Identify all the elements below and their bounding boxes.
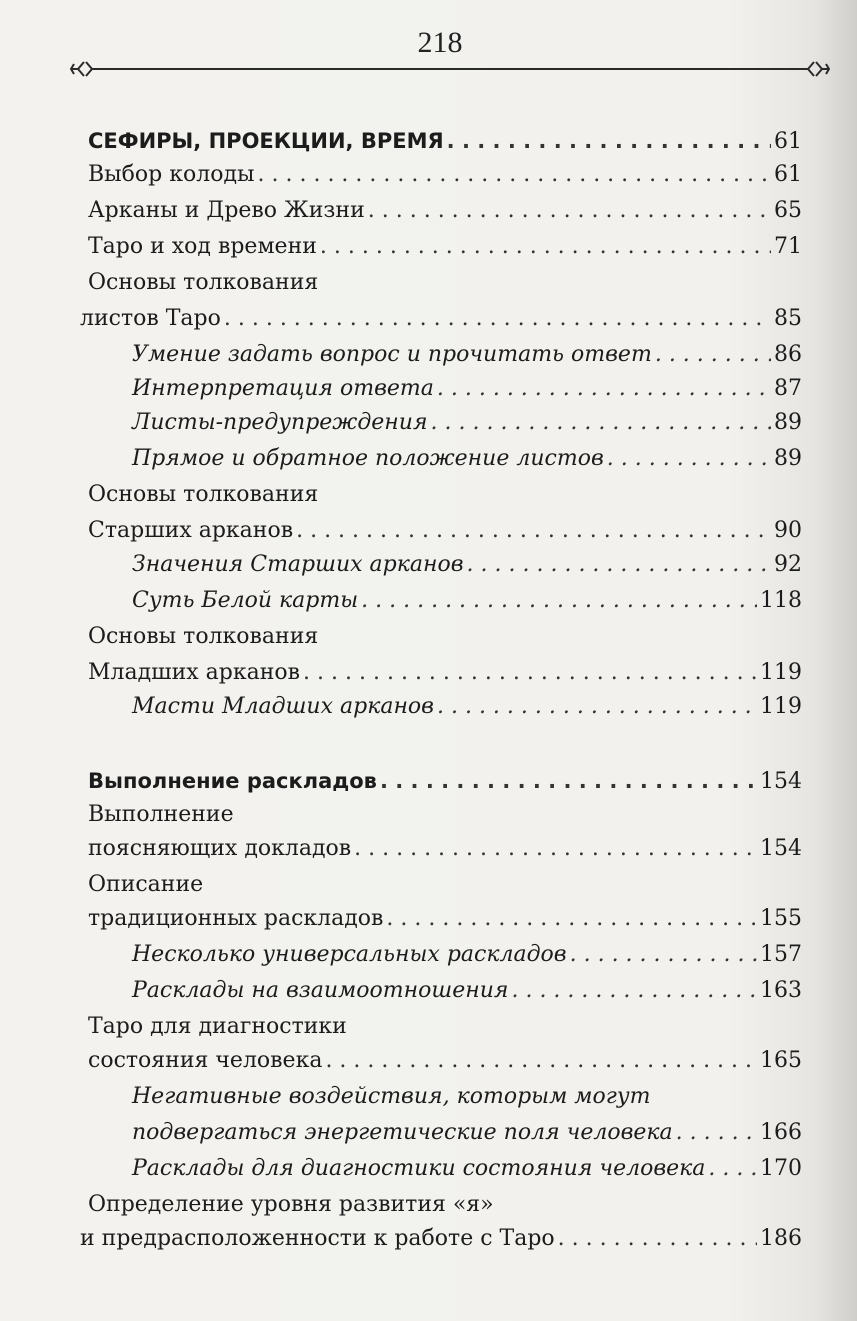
header-rule <box>108 68 792 70</box>
toc-subentry <box>132 444 802 474</box>
leader-dots <box>224 304 771 334</box>
leader-dots <box>361 586 757 616</box>
toc-entry-page: 163 <box>760 978 802 1003</box>
toc-entry-title: Расклады для диагностики состояния человека <box>132 1156 706 1181</box>
toc-entry-page: 87 <box>774 376 802 401</box>
toc-entry-title: листов Таро <box>80 306 221 331</box>
toc-entry <box>80 1224 802 1254</box>
toc-entry-title: Выбор колоды <box>88 162 255 187</box>
leader-dots <box>708 1154 757 1184</box>
toc-entry-page: 154 <box>760 836 802 861</box>
leader-dots <box>296 516 771 546</box>
toc-subentry-title-line1: Негативные воздействия, которым могут <box>132 1084 651 1109</box>
toc-entry <box>88 834 802 864</box>
toc-entry <box>88 516 802 546</box>
toc-entry-page: 71 <box>774 234 802 259</box>
toc-entry-title: Прямое и обратное положение листов <box>132 446 604 471</box>
toc-subentry <box>132 340 802 370</box>
toc-entry-title: Листы-предупреждения <box>132 410 428 435</box>
toc-entry-title: Таро и ход времени <box>88 234 317 259</box>
toc-entry-page: 61 <box>774 129 802 154</box>
leader-dots <box>303 658 757 688</box>
toc-entry-title: Старших арканов <box>88 518 294 543</box>
leader-dots <box>676 1118 757 1148</box>
toc-entry-page: 89 <box>774 410 802 435</box>
toc-entry-title: Несколько универсальных раскладов <box>132 942 567 967</box>
toc-entry-page: 157 <box>760 942 802 967</box>
toc-entry-title: СЕФИРЫ, ПРОЕКЦИИ, ВРЕМЯ <box>88 129 444 153</box>
toc-entry-title-line1: Выполнение <box>88 802 234 827</box>
leader-dots <box>325 1046 757 1076</box>
toc-entry <box>80 304 802 334</box>
toc-entry-title: Масти Младших арканов <box>132 694 434 719</box>
toc-entry-title-line1: Основы толкования <box>88 270 319 295</box>
toc-entry-title: Арканы и Древо Жизни <box>88 198 365 223</box>
toc-entry-page: 61 <box>774 162 802 187</box>
toc-entry <box>88 232 802 262</box>
toc-entry-page: 86 <box>774 342 802 367</box>
toc-entry-title: Умение задать вопрос и прочитать ответ <box>132 342 652 367</box>
leader-dots <box>431 408 771 438</box>
leader-dots <box>447 126 771 156</box>
toc-entry <box>88 658 802 688</box>
leader-dots <box>467 550 771 580</box>
toc-entry-title: традиционных раскладов <box>88 906 384 931</box>
scroll-ornament-left-icon <box>70 56 108 82</box>
leader-dots <box>368 196 771 226</box>
toc-entry-page: 65 <box>774 198 802 223</box>
toc-entry-title: и предрасположенности к работе с Таро <box>80 1226 555 1251</box>
toc-subentry <box>132 550 802 580</box>
toc-entry-title: Расклады на взаимоотношения <box>132 978 509 1003</box>
leader-dots <box>558 1224 757 1254</box>
leader-dots <box>437 692 757 722</box>
toc-subentry <box>132 976 802 1006</box>
toc-subentry <box>132 586 802 616</box>
toc-subentry <box>132 692 802 722</box>
toc-entry <box>88 196 802 226</box>
toc-entry-page: 186 <box>760 1226 802 1251</box>
toc-entry-title-line1: Определение уровня развития «я» <box>88 1192 494 1217</box>
toc-entry <box>88 904 802 934</box>
toc-entry <box>88 126 802 157</box>
toc-entry <box>88 1046 802 1076</box>
toc-entry-page: 118 <box>760 588 802 613</box>
toc-entry-title-line1: Основы толкования <box>88 624 319 649</box>
toc-subentry <box>132 940 802 970</box>
leader-dots <box>437 374 771 404</box>
toc-entry-title-line1: Таро для диагностики <box>88 1014 347 1039</box>
toc-entry-page: 166 <box>760 1120 802 1145</box>
leader-dots <box>354 834 757 864</box>
page-number: 218 <box>417 26 463 59</box>
toc-entry-title: Суть Белой карты <box>132 588 359 613</box>
toc-subentry <box>132 408 802 438</box>
toc-entry-page: 165 <box>760 1048 802 1073</box>
toc-entry-page: 119 <box>760 660 802 685</box>
leader-dots <box>380 766 757 796</box>
toc-subentry <box>132 374 802 404</box>
toc-entry-title: поясняющих докладов <box>88 836 352 861</box>
toc-entry-page: 154 <box>760 769 802 794</box>
leader-dots <box>570 940 757 970</box>
leader-dots <box>320 232 771 262</box>
scroll-ornament-right-icon <box>792 56 830 82</box>
leader-dots <box>386 904 757 934</box>
toc-entry-page: 89 <box>774 446 802 471</box>
leader-dots <box>511 976 757 1006</box>
toc-entry <box>88 160 802 190</box>
toc-subentry <box>132 1118 802 1148</box>
toc-entry-title-line1: Основы толкования <box>88 482 319 507</box>
leader-dots <box>607 444 771 474</box>
toc-entry-page: 155 <box>760 906 802 931</box>
toc-entry-title: состояния человека <box>88 1048 323 1073</box>
leader-dots <box>258 160 771 190</box>
toc-entry-page: 92 <box>774 552 802 577</box>
toc-subentry <box>132 1154 802 1184</box>
toc-entry-page: 170 <box>760 1156 802 1181</box>
toc-entry-title: Интерпретация ответа <box>132 376 434 401</box>
toc-entry-page: 90 <box>774 518 802 543</box>
toc-entry-page: 119 <box>760 694 802 719</box>
toc-entry-title: Выполнение раскладов <box>88 769 377 793</box>
toc-entry-title: Значения Старших арканов <box>132 552 464 577</box>
toc-entry-title-line1: Описание <box>88 872 204 897</box>
toc-entry-page: 85 <box>774 306 802 331</box>
toc-entry <box>88 766 802 797</box>
toc-entry-title: Младших арканов <box>88 660 301 685</box>
toc-entry-title: подвергаться энергетические поля человека <box>132 1120 673 1145</box>
leader-dots <box>655 340 771 370</box>
